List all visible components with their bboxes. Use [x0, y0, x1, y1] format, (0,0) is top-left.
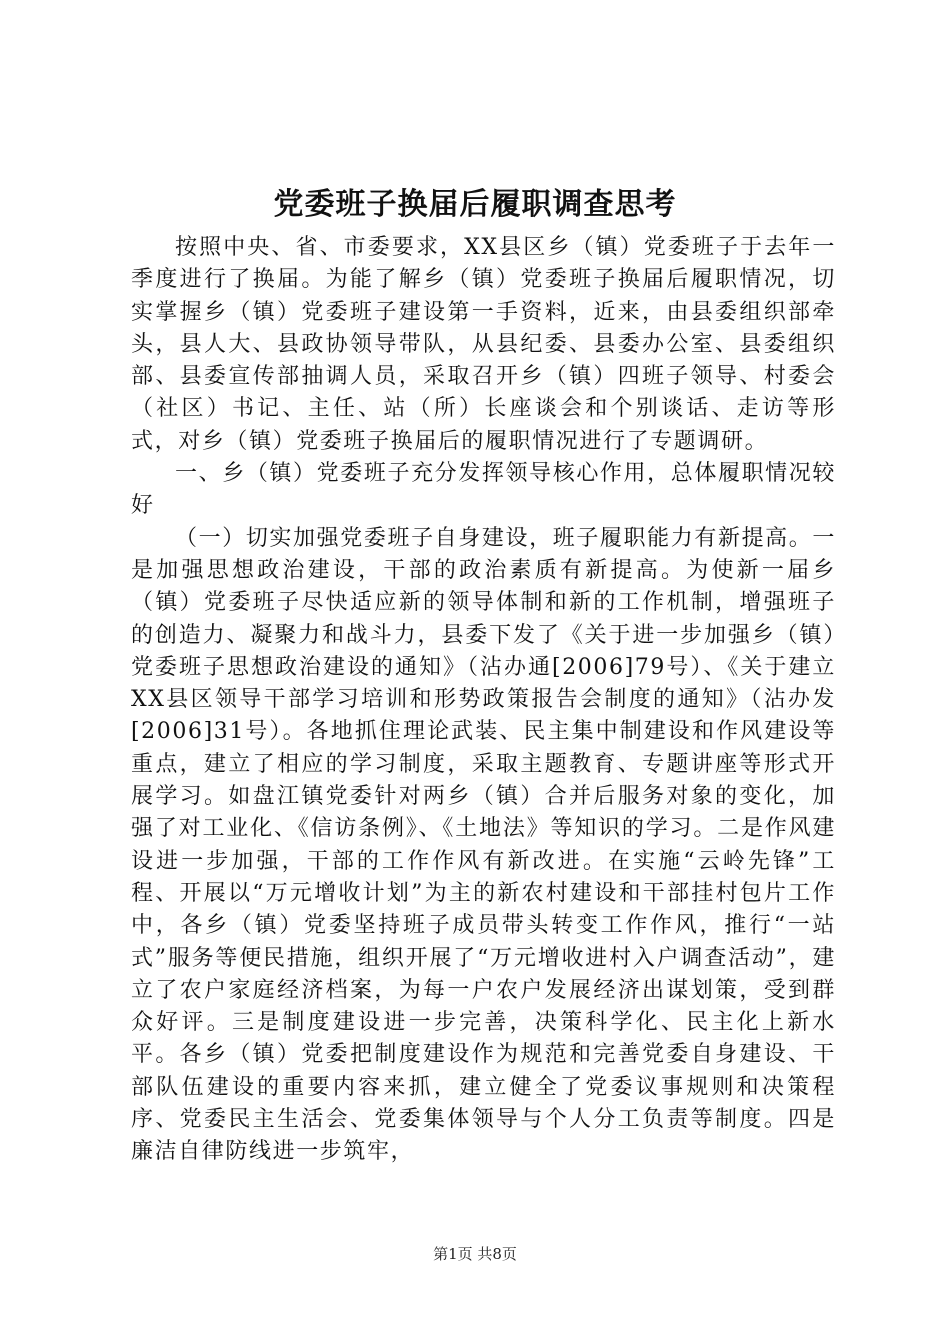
- document-body: [131, 232, 836, 1169]
- paragraph-intro: 按照中央、省、市委要求，XX县区乡（镇）党委班子于去年一季度进行了换届。为能了解乡（镇）党委班子换届后履职情况，切实掌握乡（镇）党委班子建设第一手资料，近来，由县委组织部牵头，县人大、县政协领导带队，从县纪委、县委办公室、县委组织部、县委宣传部抽调人员，采取召开乡（镇）四班子领导、村委会（社区）书记、主任、站（所）长座谈会和个别谈话、走访等形式，对乡（镇）党委班子换届后的履职情况进行了专题调研。: [131, 235, 836, 454]
- section-heading-1: 一、乡（镇）党委班子充分发挥领导核心作用，总体履职情况较好: [131, 461, 836, 519]
- page-footer: 第1页 共8页: [433, 1245, 517, 1263]
- document-title: 党委班子换届后履职调查思考: [273, 187, 677, 222]
- paragraph-subsection-1: （一）切实加强党委班子自身建设，班子履职能力有新提高。一是加强思想政治建设，干部的政治素质有新提高。为使新一届乡（镇）党委班子尽快适应新的领导体制和新的工作机制，增强班子的创造力、凝聚力和战斗力，县委下发了《关于进一步加强乡（镇）党委班子思想政治建设的通知》（沾办通[2006]79号）、《关于建立XX县区领导干部学习培训和形势政策报告会制度的通知》（沾办发[2006]31号）。各地抓住理论武装、民主集中制建设和作风建设等重点，建立了相应的学习制度，采取主题教育、专题讲座等形式开展学习。如盘江镇党委针对两乡（镇）合并后服务对象的变化，加强了对工业化、《信访条例》、《土地法》等知识的学习。二是作风建设进一步加强，干部的工作作风有新改进。在实施“云岭先锋”工程、开展以“万元增收计划”为主的新农村建设和干部挂村包片工作中，各乡（镇）党委坚持班子成员带头转变工作作风，推行“一站式”服务等便民措施，组织开展了“万元增收进村入户调查活动”，建立了农户家庭经济档案，为每一户农户发展经济出谋划策，受到群众好评。三是制度建设进一步完善，决策科学化、民主化上新水平。各乡（镇）党委把制度建设作为规范和完善党委自身建设、干部队伍建设的重要内容来抓，建立健全了党委议事规则和决策程序、党委民主生活会、党委集体领导与个人分工负责等制度。四是廉洁自律防线进一步筑牢，: [131, 525, 836, 1165]
